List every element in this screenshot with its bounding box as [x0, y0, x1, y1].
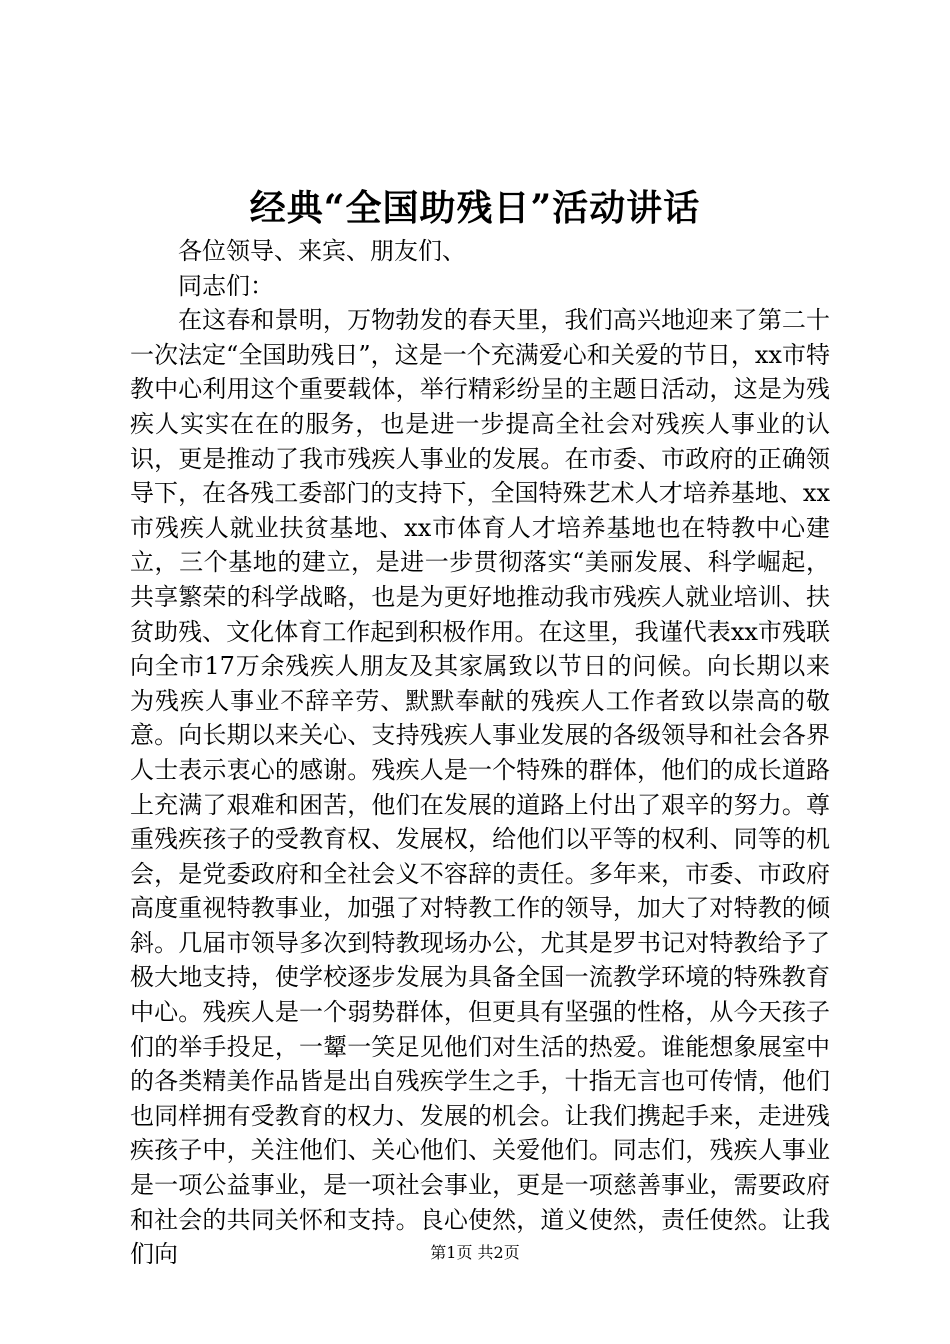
document-body [130, 234, 830, 1272]
salutation-line: 各位领导、来宾、朋友们、 [178, 237, 466, 265]
body-paragraph: 在这春和景明，万物勃发的春天里，我们高兴地迎来了第二十一次法定“全国助残日”，这是一个充满爱心和关爱的节日，xx市特教中心利用这个重要载体，举行精彩纷呈的主题日活动，这是为残疾人实实在在的服务，也是进一步提高全社会对残疾人事业的认识，更是推动了我市残疾人事业的发展。在市委、市政府的正确领导下，在各残工委部门的支持下，全国特殊艺术人才培养基地、xx市残疾人就业扶贫基地、xx市体育人才培养基地也在特教中心建立，三个基地的建立，是进一步贯彻落实“美丽发展、科学崛起，共享繁荣的科学战略，也是为更好地推动我市残疾人就业培训、扶贫助残、文化体育工作起到积极作用。在这里，我谨代表xx市残联向全市17万余残疾人朋友及其家属致以节日的问候。向长期以来为残疾人事业不辞辛劳、默默奉献的残疾人工作者致以崇高的敬意。向长期以来关心、支持残疾人事业发展的各级领导和社会各界人士表示衷心的感谢。残疾人是一个特殊的群体，他们的成长道路上充满了艰难和困苦，他们在发展的道路上付出了艰辛的努力。尊重残疾孩子的受教育权、发展权，给他们以平等的权利、同等的机会，是党委政府和全社会义不容辞的责任。多年来，市委、市政府高度重视特教事业，加强了对特教工作的领导，加大了对特教的倾斜。几届市领导多次到特教现场办公，尤其是罗书记对特教给予了极大地支持，使学校逐步发展为具备全国一流教学环境的特殊教育中心。残疾人是一个弱势群体，但更具有坚强的性格，从今天孩子们的举手投足，一颦一笑足见他们对生活的热爱。谁能想象展室中的各类精美作品皆是出自残疾学生之手，十指无言也可传情，他们也同样拥有受教育的权力、发展的机会。让我们携起手来，走进残疾孩子中，关注他们、关心他们、关爱他们。同志们，残疾人事业是一项公益事业，是一项社会事业，更是一项慈善事业，需要政府和社会的共同关怀和支持。良心使然，道义使然，责任使然。让我们向 [130, 306, 830, 1269]
page-footer: 第1页 共2页 [430, 1243, 520, 1262]
document-title: 经典“全国助残日”活动讲话 [249, 187, 701, 229]
salutation-line: 同志们： [178, 271, 274, 300]
